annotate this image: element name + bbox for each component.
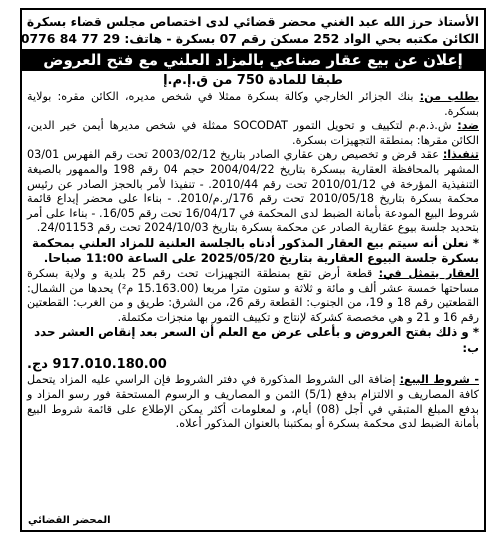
terms-paragraph: [27, 373, 479, 431]
bailiff-name-line: الأستاذ حرز الله عبد الغني محضر قضائي لدى اختصاص مجلس قضاء بسكرة: [26, 14, 479, 29]
legal-article-subtitle: طبقا للمادة 750 من ق.إ.م.إ: [163, 73, 343, 88]
opening-bids-line: * و ذلك بفتح العروض و بأعلى عرض مع العلم أن السعر بعد إنقاص العشر حدد ب:: [34, 325, 479, 355]
terms-label: - شروط البيع:: [399, 373, 479, 387]
terms-text: إضافة الى الشروط المذكورة في دفتر الشروط فإن الراسي عليه المزاد يتحمل كافة المصاريف و الالتزام بدفع (5/1) الثمن و المصاريف و الرسوم المستحقة فور رسو المزاد و بدفع المبلغ المتبقي في أجل (08) أيام، و لمعلومات أكثر يمكن الإطلاع على قائمة شروط البيع بأمانة الضبط لدى محكمة بسكرة أو بمكتبنا بالعنوان المذكور أعلاه.: [27, 373, 480, 431]
requester-text: بنك الجزائر الخارجي وكالة بسكرة ممثلا في شخص مديره، الكائن مقره: بولاية بسكرة.: [27, 90, 479, 118]
requester-paragraph: [27, 90, 479, 119]
property-paragraph: [27, 267, 479, 325]
sale-notice: * نعلن أنه سيتم بيع العقار المذكور أدناه بالجلسة العلنية للمزاد العلني بمحكمة بسكرة جلسة البيوع العقارية بتاريخ 2025/05/20 على الساعة 11:00 صباحا.: [32, 235, 479, 266]
requester-label: بطلب من:: [419, 90, 479, 103]
defendant-text: ش.ذ.م.م لتكييف و تحويل التمور SOCODAT ممثلة في شخص مديرها أيمن خير الدين، الكائن مقرها: بمنطقة التجهيزات بسكرة.: [27, 119, 479, 147]
signature: المحضر القضائي: [28, 515, 111, 526]
property-text: قطعة أرض تقع بمنطقة التجهيزات تحت رقم 25 بلدية و ولاية بسكرة مساحتها خمسة عشر ألف و مائة و ثلاثة و ستون مترا مربعا (15.163.00 م²) يحدها من الشمال: القطعتين رقم 18 و 19، من الجنوب: القطعة رقم 26، من الشرق: طريق و من الغرب: القطعتين رقم 16 و 21 و هي مخصصة كشركة لإنتاج و تكييف التمور بها منجزات مكتملة.: [27, 266, 479, 324]
property-label: العقار يتمثل في:: [378, 266, 479, 280]
execution-label: تنفيذا:: [442, 148, 479, 162]
execution-paragraph: [27, 148, 479, 236]
announcement-banner: إعلان عن بيع عقار صناعي بالمزاد العلني مع فتح العروض: [22, 49, 484, 71]
announcement-frame: [20, 8, 486, 532]
defendant-label: ضد:: [457, 119, 479, 133]
bailiff-address-line: الكائن مكتبه بحي الواد 252 مسكن رقم 07 بسكرة - هاتف: 29 77 84 0776: [20, 31, 479, 46]
reserve-price: 917.010.180.00 دج.: [27, 357, 167, 373]
defendant-paragraph: [27, 119, 479, 148]
execution-text: عقد قرض و تخصيص رهن عقاري الصادر بتاريخ 2003/02/12 تحت رقم الفهرس 03/01 المشهر بالمحافظة العقارية ببسكرة بتاريخ 2004/04/22 حجم 04 رقم 198 والممهور بالصيغة التنفيذية المؤرخة في 2010/01/12 تحت رقم 2010/44. - تنفيذا لأمر بالحجز الصادر عن رئيس محكمة بسكرة بتاريخ 2010/05/18 تحت رقم 176/ر.م/2010. - بناءا على محضر إيداع قائمة شروط البيع المودعة بأمانة الضبط لدى المحكمة في 16/04/17 تحت رقم 16/05. - بناءا على أمر بتحديد جلسة بيوع عقارية الصادر عن محكمة بسكرة بتاريخ 2024/10/03 تحت رقم 24/01153.: [27, 148, 480, 235]
